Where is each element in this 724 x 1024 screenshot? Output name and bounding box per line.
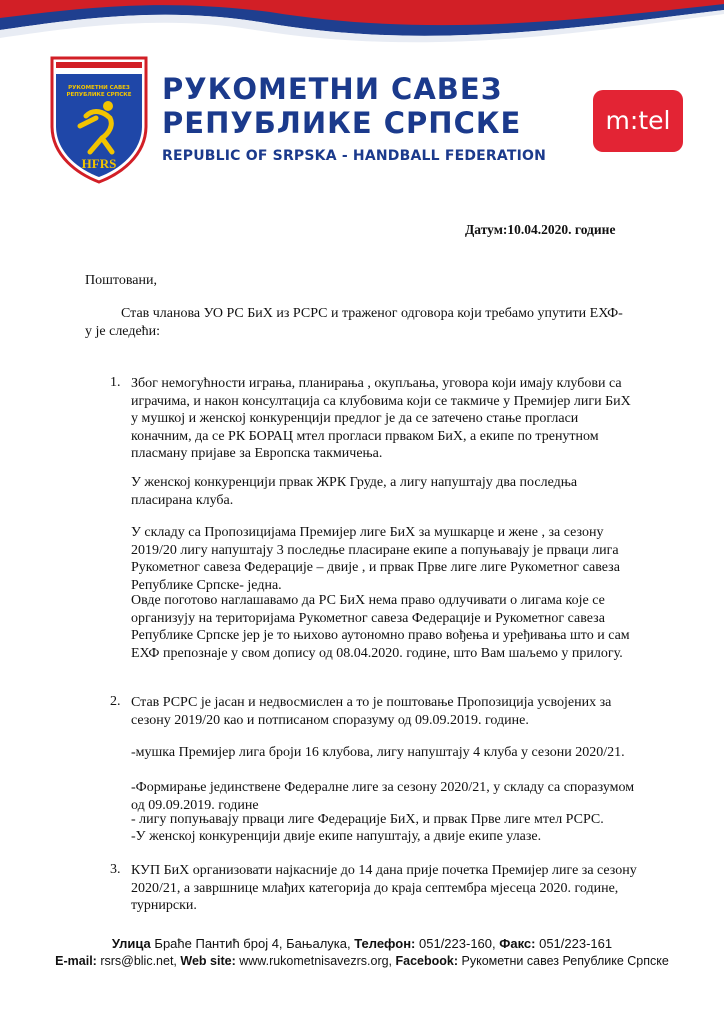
list-item-paragraph: У женској конкуренцији првак ЖРК Груде, а лигу напуштају два последња пласирана клуба. — [131, 475, 578, 508]
greeting: Поштовани, — [85, 273, 157, 288]
footer-street-label: Улица — [111, 936, 151, 951]
footer-phone-value: 051/223-160, — [415, 936, 500, 951]
list-item-paragraph: -Формирање јединствене Федералне лиге за сезону 2020/21, у складу са споразумом од 09.09.2019. године — [131, 780, 635, 813]
list-item-paragraph: -У женској конкуренцији двије екипе напуштају, а двије екипе улазе. — [131, 829, 542, 844]
list-item-number: 1. — [110, 375, 121, 390]
list-item-paragraph: Став РСРС је јасан и недвосмислен а то је поштовање Пропозиција усвојених за сезону 2019/20 као и потписаном споразуму од 09.09.2019. године. — [131, 695, 612, 728]
list-item-number: 3. — [110, 862, 121, 877]
list-item-number: 2. — [110, 694, 121, 709]
list-item-paragraph: Због немогућности играња, планирања , окупљања, уговора који имају клубови са играчима, и након консултација са клубовима који се такмиче у Премијер лиги БиХ у мушкој и женској конкуренцији предлог је да се затечено стање прогласи коначним, да се РК БОРАЦ мтел прогласи прваком БиХ, а екипе по тренутном пласману пријаве за Европска такмичења. — [131, 376, 631, 461]
footer-street-value: Браће Пантић број 4, Бањалука, — [150, 936, 355, 951]
list-item-paragraph: -мушка Премијер лига броји 16 клубова, лигу напуштају 4 клуба у сезони 2020/21. — [131, 745, 625, 760]
document-date: Датум:10.04.2020. године — [465, 222, 616, 237]
crest-text-top: РУКОМЕТНИ САВЕЗ — [68, 85, 130, 91]
footer-facebook-label: Facebook: — [395, 954, 459, 968]
footer-phone-label: Телефон: — [354, 936, 416, 951]
footer-contact-line — [0, 954, 724, 968]
federation-title-line1: РУКОМЕТНИ САВЕЗ — [162, 72, 503, 106]
list-item-paragraph: Овде поготово наглашавамо да РС БиХ нема право одлучивати о лигама које се организују на територијама Рукометног савеза Федерације и Рукометног савеза Републике Српске јер је то њихово аутономно право вођења и уређивања што и сам ЕХФ препознаје у свом допису од 08.04.2020. године, што Вам шаљемо у прилогу. — [131, 593, 630, 661]
federation-title-line2: РЕПУБЛИКЕ СРПСКЕ — [162, 106, 522, 140]
footer-email-value: rsrs@blic.net, — [96, 954, 181, 968]
mtel-sponsor-logo: m:tel — [593, 90, 683, 152]
crest-hfrs-text: HFRS — [81, 156, 117, 171]
footer-fax-label: Факс: — [499, 936, 536, 951]
list-item-paragraph: У складу са Пропозицијама Премијер лиге БиХ за мушкарце и жене , за сезону 2019/20 лигу напуштају 3 последње пласиране екипе а попуњавају је прваци лига Рукометног савеза Федерације – двије , и првак Прве лиге лиге Рукометног савеза Републике Српске- једна. — [131, 525, 620, 593]
footer-web-value: www.rukometnisavezrs.org, — [235, 954, 396, 968]
footer-address-line — [0, 936, 724, 951]
footer-fax-value: 051/223-161 — [535, 936, 613, 951]
intro-paragraph: Став чланова УО РС БиХ из РСРС и траженог одговора који требамо упутити ЕХФ- у је следећи: — [85, 306, 623, 339]
federation-subtitle: REPUBLIC OF SRPSKA - HANDBALL FEDERATION — [162, 148, 547, 164]
footer-email-label: E-mail: — [55, 954, 97, 968]
footer-web-label: Web site: — [180, 954, 236, 968]
footer-facebook-value: Рукометни савез Републике Српске — [458, 954, 669, 968]
svg-text:РЕПУБЛИКЕ СРПСКЕ: РЕПУБЛИКЕ СРПСКЕ — [66, 92, 132, 98]
federation-crest-logo — [50, 56, 148, 184]
list-item-paragraph: КУП БиХ организовати најкасније до 14 дана прије почетка Премијер лиге за сезону 2020/21, а завршнице млађих категорија до краја септембра мјесеца 2020. године, турнирски. — [131, 863, 637, 913]
flag-ribbon — [0, 0, 724, 60]
list-item-paragraph: - лигу попуњавају прваци лиге Федерације БиХ, и првак Прве лиге мтел РСРС. — [131, 812, 604, 827]
